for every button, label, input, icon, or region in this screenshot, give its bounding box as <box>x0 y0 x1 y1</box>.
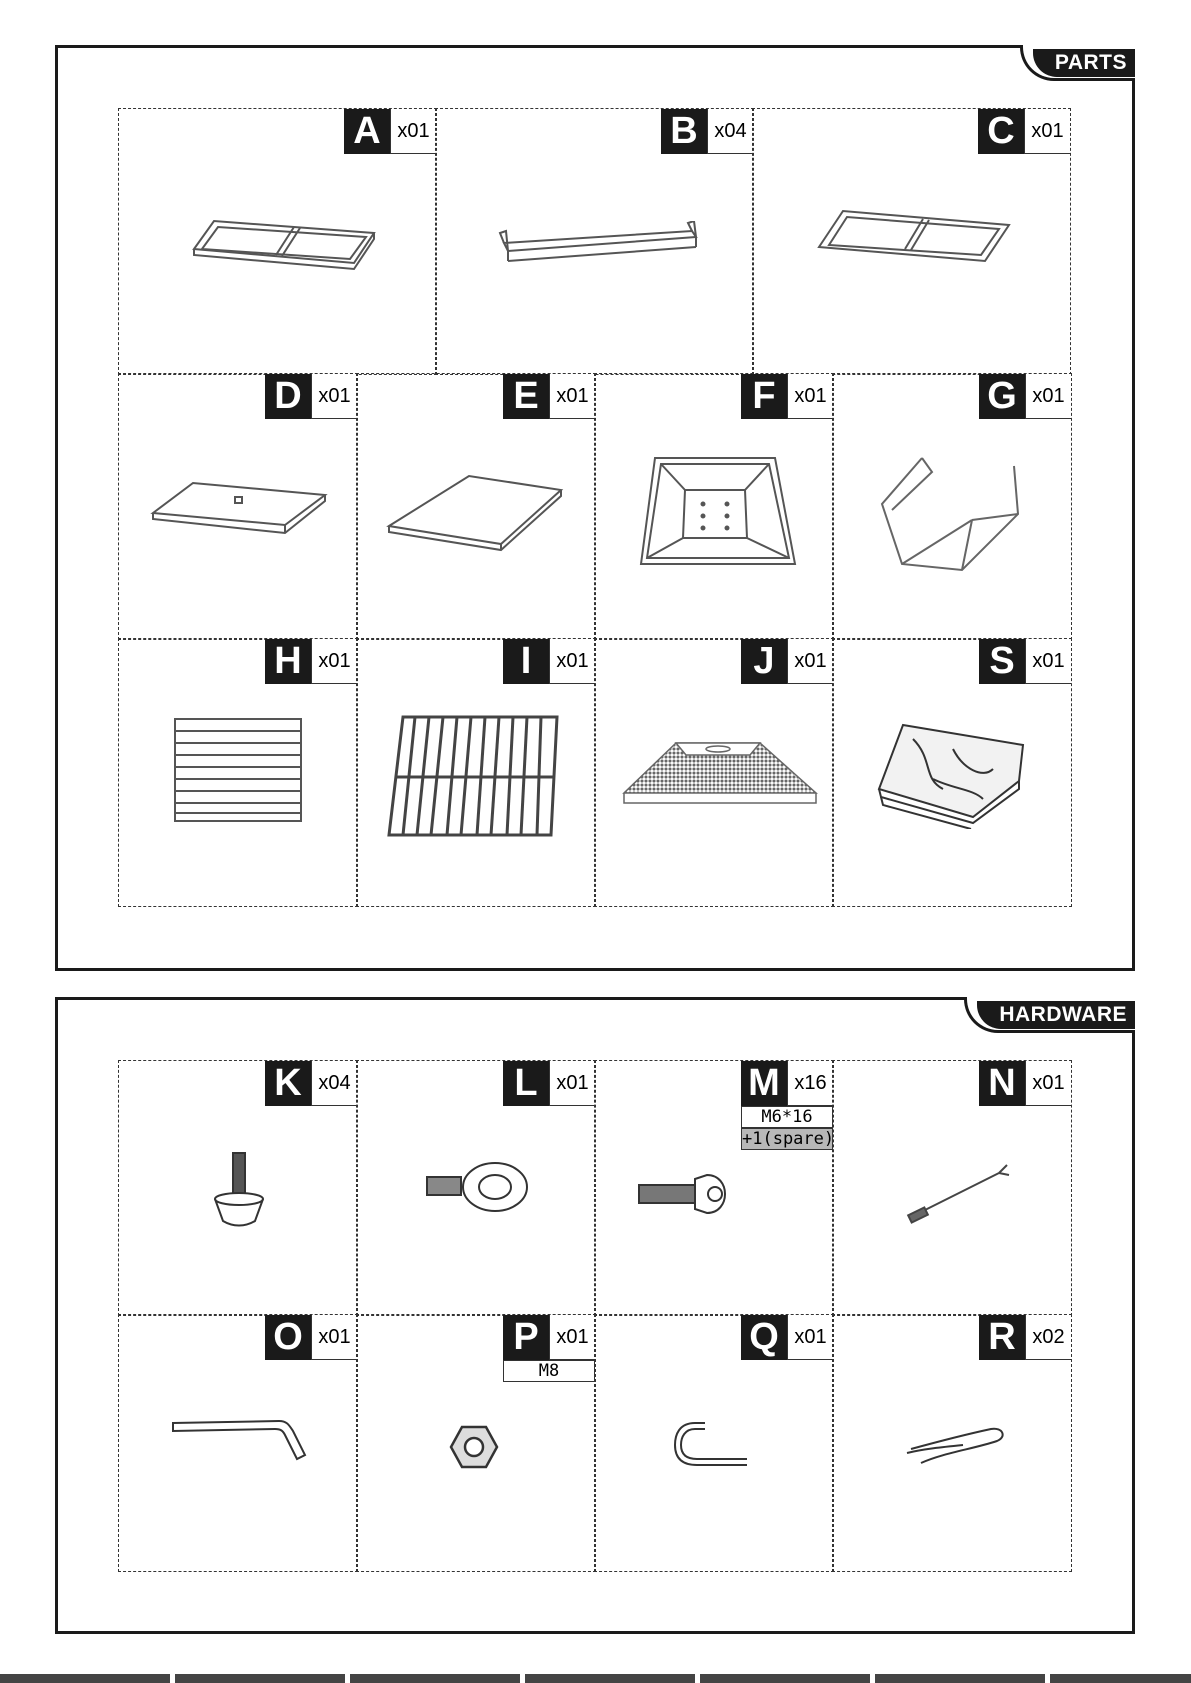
hardware-cell-k <box>118 1060 358 1316</box>
eye-bolt-icon <box>423 1159 533 1215</box>
part-letter: S <box>979 639 1025 684</box>
part-tag <box>978 109 1070 154</box>
hardware-tag <box>741 1061 833 1106</box>
hardware-letter: P <box>503 1315 549 1360</box>
hardware-cell-n <box>832 1060 1072 1316</box>
spring-clip-icon <box>903 1423 1013 1469</box>
part-letter: J <box>741 639 787 684</box>
part-letter: D <box>265 374 311 419</box>
hardware-qty: x01 <box>549 1061 595 1106</box>
part-tag <box>344 109 436 154</box>
allen-key-icon <box>169 1415 309 1465</box>
nut-size-spec: M8 <box>503 1360 595 1382</box>
wire-basket-icon <box>878 454 1028 574</box>
part-qty: x01 <box>549 639 595 684</box>
part-tag <box>503 374 595 419</box>
part-tag <box>265 374 357 419</box>
hardware-tag <box>265 1315 357 1360</box>
part-qty: x01 <box>1025 374 1071 419</box>
wire-grill-icon <box>385 713 565 839</box>
hardware-qty: x01 <box>549 1315 595 1360</box>
part-tag <box>741 639 833 684</box>
hardware-letter: L <box>503 1061 549 1106</box>
part-cell-s <box>832 638 1072 907</box>
part-cell-g <box>832 373 1072 640</box>
part-cell-i <box>356 638 596 907</box>
hardware-cell-o <box>118 1314 358 1572</box>
rail-bar-icon <box>496 221 706 271</box>
hardware-qty: x01 <box>311 1315 357 1360</box>
hardware-qty: x04 <box>311 1061 357 1106</box>
hardware-tag <box>741 1315 833 1360</box>
u-hook-icon <box>661 1419 751 1475</box>
panel-with-hole-icon <box>149 479 329 539</box>
part-letter: G <box>979 374 1025 419</box>
hardware-tag <box>503 1315 595 1360</box>
frame-with-divider-icon <box>184 219 384 279</box>
part-letter: I <box>503 639 549 684</box>
parts-title: PARTS <box>1033 49 1135 77</box>
hardware-letter: K <box>265 1061 311 1106</box>
hex-nut-icon <box>449 1425 499 1469</box>
hardware-letter: N <box>979 1061 1025 1106</box>
part-cell-f <box>594 373 834 640</box>
part-cell-a <box>118 108 437 375</box>
cover-cloth-icon <box>873 719 1033 829</box>
hardware-letter: R <box>979 1315 1025 1360</box>
part-tag <box>979 374 1071 419</box>
part-tag <box>503 639 595 684</box>
fire-bowl-icon <box>635 454 805 574</box>
hardware-qty: x02 <box>1025 1315 1071 1360</box>
hardware-tag <box>979 1061 1071 1106</box>
hardware-letter: Q <box>741 1315 787 1360</box>
part-qty: x01 <box>390 109 436 154</box>
part-qty: x01 <box>787 639 833 684</box>
parts-tab <box>1020 45 1135 81</box>
part-tag <box>979 639 1071 684</box>
hardware-qty: x01 <box>1025 1061 1071 1106</box>
part-qty: x01 <box>1024 109 1070 154</box>
part-letter: F <box>741 374 787 419</box>
page-footer-strip <box>0 1674 1191 1683</box>
part-cell-e <box>356 373 596 640</box>
hardware-letter: O <box>265 1315 311 1360</box>
hardware-title: HARDWARE <box>977 1001 1135 1029</box>
hardware-cell-m <box>594 1060 834 1316</box>
hardware-qty: x16 <box>787 1061 833 1106</box>
part-tag <box>661 109 753 154</box>
poker-tool-icon <box>903 1161 1013 1231</box>
hardware-cell-l <box>356 1060 596 1316</box>
part-tag <box>741 374 833 419</box>
part-tag <box>265 639 357 684</box>
part-qty: x01 <box>787 374 833 419</box>
slat-grate-icon <box>173 717 303 823</box>
part-cell-b <box>435 108 754 375</box>
mesh-lid-icon <box>620 739 820 811</box>
part-letter: A <box>344 109 390 154</box>
part-letter: B <box>661 109 707 154</box>
hardware-cell-q <box>594 1314 834 1572</box>
bolt-icon <box>635 1171 735 1217</box>
hardware-cell-p <box>356 1314 596 1572</box>
hardware-letter: M <box>741 1061 787 1106</box>
foot-leveler-icon <box>209 1151 269 1231</box>
hardware-tag <box>979 1315 1071 1360</box>
frame-with-divider-icon <box>813 207 1013 267</box>
part-cell-j <box>594 638 834 907</box>
part-letter: E <box>503 374 549 419</box>
part-qty: x01 <box>549 374 595 419</box>
part-cell-h <box>118 638 358 907</box>
hardware-cell-r <box>832 1314 1072 1572</box>
part-qty: x01 <box>1025 639 1071 684</box>
bolt-size-spec: M6*16 <box>741 1106 833 1128</box>
part-qty: x04 <box>707 109 753 154</box>
part-cell-d <box>118 373 358 640</box>
part-qty: x01 <box>311 374 357 419</box>
hardware-tag <box>265 1061 357 1106</box>
hardware-tag <box>503 1061 595 1106</box>
part-cell-c <box>752 108 1071 375</box>
hardware-tab <box>964 997 1135 1033</box>
hardware-qty: x01 <box>787 1315 833 1360</box>
part-letter: C <box>978 109 1024 154</box>
part-letter: H <box>265 639 311 684</box>
flat-panel-icon <box>385 474 565 554</box>
part-qty: x01 <box>311 639 357 684</box>
spare-note: +1(spare) <box>742 1129 835 1149</box>
